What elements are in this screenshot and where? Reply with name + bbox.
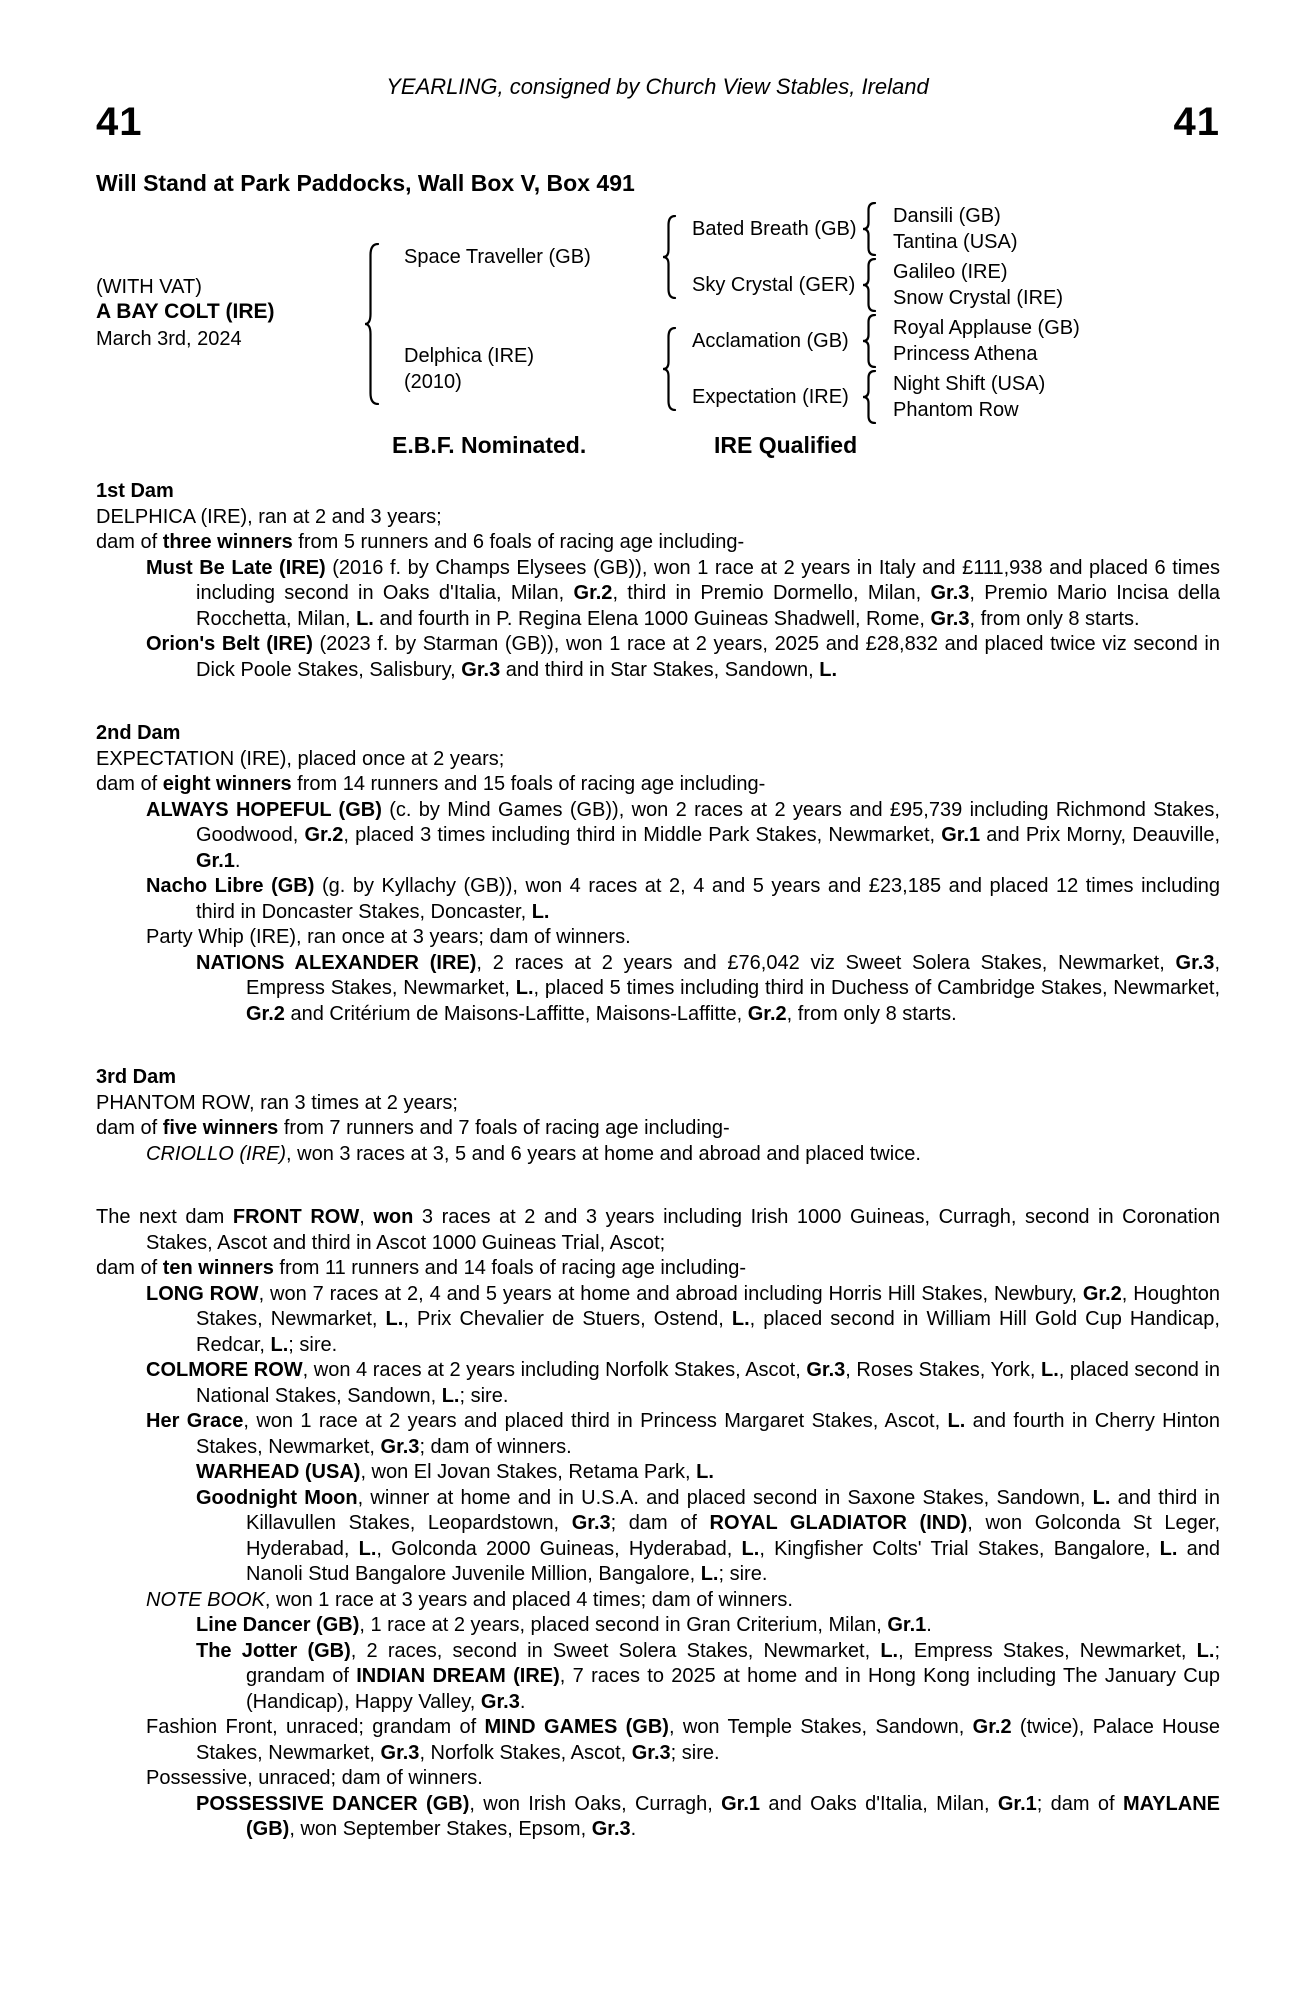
text-segment: , 2 races at 2 years and £76,042 viz Sweet Solera Stakes, Newmarket, <box>476 951 1176 974</box>
first-dam-section <box>96 479 1220 683</box>
text-segment: Gr.3 <box>806 1359 846 1381</box>
text-segment: , won 3 races at 3, 5 and 6 years at home and abroad and placed twice. <box>286 1142 921 1165</box>
ancestor-sire-dam: Sky Crystal (GER) <box>692 274 856 296</box>
text-segment: L. <box>696 1461 714 1483</box>
text-segment: ALWAYS HOPEFUL (GB) <box>146 798 382 821</box>
text-segment: , placed 3 times including third in Middle Park Stakes, Newmarket, <box>343 824 942 846</box>
curly-brace-icon <box>862 370 878 424</box>
produce-entry <box>96 1358 1220 1409</box>
text-segment: , Kingfisher Colts' Trial Stakes, Bangalore, <box>759 1537 1160 1560</box>
text-segment: Gr.3 <box>591 1818 631 1840</box>
horse-name: A BAY COLT (IRE) <box>96 300 275 323</box>
text-segment: PHANTOM ROW, ran 3 times at 2 years; <box>96 1091 458 1114</box>
text-segment: MIND GAMES (GB) <box>484 1716 669 1738</box>
produce-entry <box>96 1792 1220 1843</box>
text-segment: ; sire. <box>288 1333 338 1356</box>
text-segment: , Empress Stakes, Newmarket, <box>246 951 1220 999</box>
text-segment: INDIAN DREAM (IRE) <box>356 1665 560 1687</box>
stand-location-line: Will Stand at Park Paddocks, Wall Box V, Box 491 <box>96 170 635 196</box>
produce-entry <box>96 632 1220 683</box>
text-segment: L. <box>880 1639 899 1662</box>
produce-entry <box>96 1766 1220 1792</box>
text-segment: ; dam of <box>1036 1792 1123 1815</box>
produce-entry <box>96 874 1220 925</box>
ancestor-name: Night Shift (USA) <box>893 373 1046 395</box>
produce-entry <box>96 1409 1220 1460</box>
text-segment: Gr.1 <box>997 1792 1037 1815</box>
text-segment: ten winners <box>162 1257 274 1279</box>
text-segment: ; dam of winners. <box>419 1435 572 1458</box>
text-segment: (2023 f. by Starman (GB)), won 1 race at 2 years, 2025 and £28,832 and placed twice viz second in Dick Poole Stakes, Salisbury, <box>196 633 1220 681</box>
text-segment: from 14 runners and 15 foals of racing age including- <box>291 773 766 795</box>
text-segment: L. <box>1092 1486 1111 1509</box>
text-segment: Gr.2 <box>246 1002 285 1025</box>
text-segment: L. <box>441 1384 460 1407</box>
ancestor-name: Phantom Row <box>893 399 1019 421</box>
text-segment: LONG ROW <box>146 1282 259 1305</box>
sire-name: Space Traveller (GB) <box>404 246 591 268</box>
text-segment: . <box>630 1818 637 1840</box>
text-segment: five winners <box>162 1117 279 1139</box>
text-segment: L. <box>1040 1359 1059 1381</box>
ancestor-dam-dam: Expectation (IRE) <box>692 386 849 408</box>
produce-entry <box>96 1486 1220 1588</box>
text-segment: , 7 races to 2025 at home and in Hong Kong including The January Cup (Handicap), Happy Valley, <box>246 1665 1220 1713</box>
text-segment: Party Whip (IRE), ran once at 3 years; dam of winners. <box>146 926 631 948</box>
curly-brace-icon <box>862 314 878 368</box>
text-segment: Gr.2 <box>304 824 344 846</box>
ancestor-sire-sire: Bated Breath (GB) <box>692 218 857 240</box>
text-segment: Gr.2 <box>573 582 613 604</box>
mare-produce-summary <box>96 1256 1220 1282</box>
text-segment: L. <box>1159 1537 1178 1560</box>
second-dam-section <box>96 721 1220 1027</box>
ancestor-name: Dansili (GB) <box>893 205 1001 227</box>
text-segment: from 7 runners and 7 foals of racing age including- <box>278 1117 730 1139</box>
text-segment: , Houghton Stakes, Newmarket, <box>196 1282 1220 1330</box>
text-segment: , won Golconda St Leger, Hyderabad, <box>246 1512 1220 1560</box>
text-segment: EXPECTATION (IRE), placed once at 2 years; <box>96 747 505 770</box>
text-segment: . <box>519 1690 526 1713</box>
text-segment: Line Dancer (GB) <box>196 1614 360 1636</box>
text-segment: Gr.1 <box>887 1614 927 1636</box>
text-segment: ; sire. <box>670 1741 720 1764</box>
lot-number-right: 41 <box>1173 100 1220 144</box>
text-segment: and Nanoli Stud Bangalore Juvenile Million, Bangalore, <box>246 1537 1220 1585</box>
text-segment: , Golconda 2000 Guineas, Hyderabad, <box>376 1537 742 1560</box>
text-segment: L. <box>515 977 534 999</box>
text-segment: , won 1 race at 2 years and placed third in Princess Margaret Stakes, Ascot, <box>243 1410 948 1432</box>
text-segment: and Prix Morny, Deauville, <box>980 824 1221 846</box>
curly-brace-icon <box>662 327 678 411</box>
text-segment: and Critérium de Maisons-Laffitte, Maisons-Laffitte, <box>284 1002 748 1025</box>
text-segment: and fourth in Cherry Hinton Stakes, Newmarket, <box>196 1410 1220 1458</box>
ancestor-name: Royal Applause (GB) <box>893 317 1080 339</box>
produce-entry <box>96 925 1220 951</box>
text-segment: ; dam of <box>610 1512 710 1534</box>
text-segment: Must Be Late (IRE) <box>146 556 326 579</box>
third-dam-section <box>96 1065 1220 1167</box>
produce-entry <box>96 798 1220 875</box>
text-segment: , Empress Stakes, Newmarket, <box>898 1639 1197 1662</box>
text-segment: Goodnight Moon <box>196 1486 358 1509</box>
text-segment: , won 4 races at 2 years including Norfolk Stakes, Ascot, <box>302 1359 807 1381</box>
text-segment: , won September Stakes, Epsom, <box>289 1818 592 1840</box>
text-segment: L. <box>270 1333 289 1356</box>
text-segment: , Norfolk Stakes, Ascot, <box>419 1741 632 1764</box>
text-segment: , <box>359 1206 374 1228</box>
text-segment: L. <box>385 1308 404 1330</box>
text-segment: DELPHICA (IRE), ran at 2 and 3 years; <box>96 505 442 528</box>
text-segment: ; sire. <box>459 1384 509 1407</box>
foal-date: March 3rd, 2024 <box>96 328 242 350</box>
text-segment: Gr.3 <box>631 1741 671 1764</box>
text-segment: , third in Premio Dormello, Milan, <box>612 582 931 604</box>
text-segment: L. <box>531 900 550 923</box>
text-segment: L. <box>741 1537 760 1560</box>
text-segment: L. <box>1196 1639 1215 1662</box>
further-family-section <box>96 1205 1220 1843</box>
curly-brace-icon <box>862 258 878 312</box>
text-segment: dam of <box>96 531 163 553</box>
text-segment: L. <box>947 1410 966 1432</box>
text-segment: Gr.3 <box>461 658 501 681</box>
text-segment: dam of <box>96 1117 163 1139</box>
text-segment: L. <box>731 1308 750 1330</box>
ancestor-name: Princess Athena <box>893 343 1038 365</box>
text-segment: Gr.2 <box>972 1716 1012 1738</box>
text-segment: , won El Jovan Stakes, Retama Park, <box>360 1461 697 1483</box>
text-segment: Gr.3 <box>1175 951 1215 974</box>
text-segment: ; grandam of <box>246 1639 1221 1687</box>
ancestor-name: Galileo (IRE) <box>893 261 1008 283</box>
text-segment: NOTE BOOK <box>146 1588 265 1611</box>
text-segment: , placed 5 times including third in Duchess of Cambridge Stakes, Newmarket, <box>533 977 1220 999</box>
text-segment: CRIOLLO (IRE) <box>146 1142 287 1165</box>
mare-description <box>96 1091 1220 1117</box>
text-segment: The next dam <box>96 1206 233 1228</box>
dam-name: Delphica (IRE) <box>404 345 535 367</box>
text-segment: Gr.2 <box>747 1002 787 1025</box>
text-segment: (2016 f. by Champs Elysees (GB)), won 1 race at 2 years in Italy and £111,938 and placed 6 times including second in Oaks d'Italia, Milan, <box>196 556 1220 604</box>
text-segment: won <box>373 1206 414 1228</box>
curly-brace-icon <box>662 215 678 299</box>
text-segment: , 1 race at 2 years, placed second in Gran Criterium, Milan, <box>359 1614 888 1636</box>
text-segment: Gr.1 <box>721 1792 761 1815</box>
text-segment: , won Irish Oaks, Curragh, <box>469 1792 722 1815</box>
text-segment: 3 races at 2 and 3 years including Irish 1000 Guineas, Curragh, second in Coronation Stakes, Ascot and third in Ascot 1000 Guineas Trial, Ascot; <box>146 1206 1221 1254</box>
text-segment: (g. by Kyllachy (GB)), won 4 races at 2, 4 and 5 years and £23,185 and placed 12 times including third in Doncaster Stakes, Doncaster, <box>196 875 1221 923</box>
text-segment: and third in Star Stakes, Sandown, <box>500 658 820 681</box>
text-segment: Nacho Libre (GB) <box>146 875 315 897</box>
produce-entry <box>96 951 1220 1028</box>
dam-heading: 1st Dam <box>96 480 174 502</box>
text-segment: and fourth in P. Regina Elena 1000 Guineas Shadwell, Rome, <box>373 607 931 630</box>
ire-qualified-label: IRE Qualified <box>714 432 858 458</box>
text-segment: , placed second in William Hill Gold Cup Handicap, Redcar, <box>196 1308 1220 1356</box>
ancestor-name: Snow Crystal (IRE) <box>893 287 1064 309</box>
text-segment: , winner at home and in U.S.A. and placed second in Saxone Stakes, Sandown, <box>357 1486 1093 1509</box>
dam-year: (2010) <box>404 371 462 393</box>
text-segment: Her Grace <box>146 1410 244 1432</box>
text-segment: Gr.3 <box>571 1512 611 1534</box>
text-segment: (c. by Mind Games (GB)), won 2 races at 2 years and £95,739 including Richmond Stakes, Goodwood, <box>196 798 1220 846</box>
text-segment: dam of <box>96 773 163 795</box>
text-segment: The Jotter (GB) <box>196 1639 351 1662</box>
mare-produce-summary <box>96 530 1220 556</box>
text-segment: and Oaks d'Italia, Milan, <box>760 1792 998 1815</box>
text-segment: POSSESSIVE DANCER (GB) <box>196 1792 470 1815</box>
mare-description <box>96 747 1220 773</box>
text-segment: L. <box>700 1563 719 1585</box>
text-segment: L. <box>356 607 374 630</box>
next-dam-description <box>96 1205 1220 1256</box>
text-segment: and third in Killavullen Stakes, Leopardstown, <box>246 1486 1220 1534</box>
text-segment: FRONT ROW <box>232 1206 360 1228</box>
text-segment: , placed second in National Stakes, Sandown, <box>196 1359 1221 1407</box>
text-segment: . <box>926 1614 932 1636</box>
lot-number-left: 41 <box>96 100 143 144</box>
text-segment: Gr.3 <box>930 607 970 630</box>
text-segment: ; sire. <box>718 1563 768 1585</box>
text-segment: , won 1 race at 3 years and placed 4 times; dam of winners. <box>264 1588 793 1611</box>
curly-brace-icon <box>862 202 878 256</box>
text-segment: three winners <box>162 531 293 553</box>
text-segment: , from only 8 starts. <box>969 607 1140 630</box>
text-segment: COLMORE ROW <box>146 1359 303 1381</box>
mare-produce-summary <box>96 1116 1220 1142</box>
text-segment: Gr.3 <box>380 1435 420 1458</box>
ancestor-dam-sire: Acclamation (GB) <box>692 330 849 352</box>
produce-entry <box>96 1613 1220 1639</box>
mare-produce-summary <box>96 772 1220 798</box>
text-segment: dam of <box>96 1257 163 1279</box>
text-segment: from 11 runners and 14 foals of racing age including- <box>273 1257 746 1279</box>
text-segment: L. <box>819 658 838 681</box>
text-segment: , won Temple Stakes, Sandown, <box>668 1716 973 1738</box>
text-segment: Gr.3 <box>930 582 970 604</box>
text-segment: eight winners <box>162 773 292 795</box>
text-segment: , from only 8 starts. <box>786 1002 957 1025</box>
curly-brace-icon <box>364 243 380 405</box>
mare-description <box>96 505 1220 531</box>
with-vat-label: (WITH VAT) <box>96 276 202 298</box>
text-segment: , won 7 races at 2, 4 and 5 years at home and abroad including Horris Hill Stakes, Newbury, <box>258 1282 1083 1305</box>
text-segment: Possessive, unraced; dam of winners. <box>146 1767 483 1789</box>
dam-heading: 2nd Dam <box>96 722 181 744</box>
text-segment: from 5 runners and 6 foals of racing age including- <box>292 531 745 553</box>
produce-entry <box>96 1142 1220 1168</box>
produce-entry <box>96 1639 1220 1716</box>
catalogue-body <box>96 479 1220 1843</box>
text-segment: MAYLANE (GB) <box>246 1792 1220 1840</box>
text-segment: Gr.2 <box>1082 1282 1122 1305</box>
text-segment: Gr.3 <box>480 1690 520 1713</box>
produce-entry <box>96 1588 1220 1614</box>
text-segment: Gr.1 <box>941 824 981 846</box>
ancestor-name: Tantina (USA) <box>893 231 1018 253</box>
text-segment: . <box>234 849 241 872</box>
text-segment: , Roses Stakes, York, <box>845 1359 1041 1381</box>
text-segment: L. <box>358 1537 377 1560</box>
text-segment: Gr.3 <box>380 1741 420 1764</box>
text-segment: , Prix Chevalier de Stuers, Ostend, <box>403 1308 732 1330</box>
text-segment: Orion's Belt (IRE) <box>146 633 313 655</box>
text-segment: WARHEAD (USA) <box>196 1461 361 1483</box>
produce-entry <box>96 1460 1220 1486</box>
consignor-line: YEARLING, consigned by Church View Stables, Ireland <box>386 74 929 99</box>
produce-entry <box>96 1282 1220 1359</box>
text-segment: Gr.1 <box>196 849 235 872</box>
produce-entry <box>96 556 1220 633</box>
ebf-nominated-label: E.B.F. Nominated. <box>392 432 587 458</box>
text-segment: , Premio Mario Incisa della Rocchetta, Milan, <box>196 582 1220 630</box>
text-segment: ROYAL GLADIATOR (IND) <box>709 1512 968 1534</box>
dam-heading: 3rd Dam <box>96 1066 177 1088</box>
text-segment: (twice), Palace House Stakes, Newmarket, <box>196 1716 1220 1764</box>
text-segment: NATIONS ALEXANDER (IRE) <box>196 951 477 974</box>
produce-entry <box>96 1715 1220 1766</box>
text-segment: Fashion Front, unraced; grandam of <box>146 1716 485 1738</box>
text-segment: , 2 races, second in Sweet Solera Stakes, Newmarket, <box>350 1639 881 1662</box>
